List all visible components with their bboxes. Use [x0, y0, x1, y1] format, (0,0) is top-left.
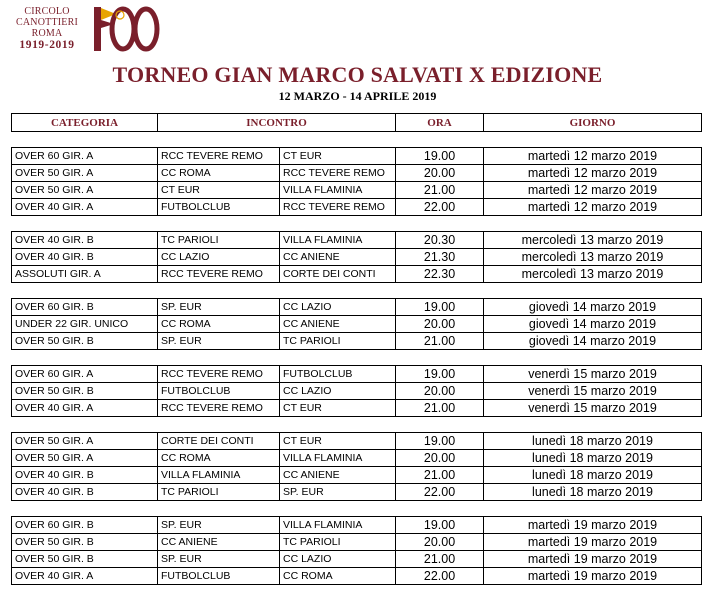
separator-cell: [280, 350, 396, 366]
match-row: [12, 366, 702, 383]
match-row: [12, 266, 702, 283]
date-cell: martedì 19 marzo 2019: [484, 534, 702, 551]
separator-cell: [158, 350, 280, 366]
time-cell: 20.00: [396, 450, 484, 467]
separator-cell: [280, 417, 396, 433]
away-team-cell: CC ROMA: [280, 568, 396, 585]
away-team-cell: FUTBOLCLUB: [280, 366, 396, 383]
separator-cell: [396, 501, 484, 517]
away-team-cell: VILLA FLAMINIA: [280, 517, 396, 534]
time-cell: 19.00: [396, 517, 484, 534]
away-team-cell: RCC TEVERE REMO: [280, 165, 396, 182]
time-cell: 21.00: [396, 182, 484, 199]
category-cell: OVER 40 GIR. B: [12, 467, 158, 484]
separator-cell: [158, 132, 280, 148]
away-team-cell: RCC TEVERE REMO: [280, 199, 396, 216]
time-cell: 19.00: [396, 433, 484, 450]
match-row: [12, 484, 702, 501]
club-name: [4, 6, 90, 51]
home-team-cell: SP. EUR: [158, 299, 280, 316]
away-team-cell: CC LAZIO: [280, 299, 396, 316]
date-cell: martedì 12 marzo 2019: [484, 182, 702, 199]
day-separator-row: [12, 350, 702, 366]
match-row: [12, 467, 702, 484]
category-cell: OVER 50 GIR. B: [12, 383, 158, 400]
time-cell: 19.00: [396, 299, 484, 316]
match-row: [12, 450, 702, 467]
match-row: [12, 199, 702, 216]
separator-cell: [280, 132, 396, 148]
match-row: [12, 551, 702, 568]
separator-cell: [12, 216, 158, 232]
away-team-cell: CC LAZIO: [280, 383, 396, 400]
time-cell: 20.00: [396, 534, 484, 551]
home-team-cell: CC ANIENE: [158, 534, 280, 551]
category-cell: ASSOLUTI GIR. A: [12, 266, 158, 283]
match-row: [12, 433, 702, 450]
time-cell: 22.00: [396, 199, 484, 216]
separator-cell: [158, 501, 280, 517]
home-team-cell: CC ROMA: [158, 165, 280, 182]
date-cell: lunedì 18 marzo 2019: [484, 484, 702, 501]
separator-cell: [12, 283, 158, 299]
header-ora: ORA: [396, 114, 484, 132]
separator-cell: [396, 283, 484, 299]
date-cell: lunedì 18 marzo 2019: [484, 467, 702, 484]
separator-cell: [396, 132, 484, 148]
separator-cell: [158, 283, 280, 299]
date-cell: lunedì 18 marzo 2019: [484, 433, 702, 450]
separator-cell: [12, 132, 158, 148]
club-logo: [4, 4, 164, 54]
away-team-cell: CT EUR: [280, 148, 396, 165]
date-cell: martedì 19 marzo 2019: [484, 517, 702, 534]
home-team-cell: CC LAZIO: [158, 249, 280, 266]
home-team-cell: SP. EUR: [158, 333, 280, 350]
away-team-cell: VILLA FLAMINIA: [280, 182, 396, 199]
time-cell: 21.00: [396, 333, 484, 350]
match-row: [12, 333, 702, 350]
away-team-cell: TC PARIOLI: [280, 534, 396, 551]
time-cell: 21.30: [396, 249, 484, 266]
day-separator-row: [12, 283, 702, 299]
separator-cell: [396, 350, 484, 366]
category-cell: OVER 40 GIR. B: [12, 232, 158, 249]
home-team-cell: CT EUR: [158, 182, 280, 199]
home-team-cell: RCC TEVERE REMO: [158, 266, 280, 283]
home-team-cell: CORTE DEI CONTI: [158, 433, 280, 450]
header-giorno: GIORNO: [484, 114, 702, 132]
date-cell: giovedì 14 marzo 2019: [484, 316, 702, 333]
match-row: [12, 534, 702, 551]
home-team-cell: RCC TEVERE REMO: [158, 400, 280, 417]
away-team-cell: CT EUR: [280, 433, 396, 450]
date-cell: mercoledì 13 marzo 2019: [484, 232, 702, 249]
separator-cell: [12, 501, 158, 517]
time-cell: 20.00: [396, 383, 484, 400]
category-cell: OVER 50 GIR. A: [12, 433, 158, 450]
schedule-table: [11, 113, 702, 585]
home-team-cell: TC PARIOLI: [158, 484, 280, 501]
date-cell: lunedì 18 marzo 2019: [484, 450, 702, 467]
match-row: [12, 148, 702, 165]
date-cell: venerdì 15 marzo 2019: [484, 366, 702, 383]
home-team-cell: SP. EUR: [158, 517, 280, 534]
home-team-cell: FUTBOLCLUB: [158, 568, 280, 585]
away-team-cell: CC ANIENE: [280, 249, 396, 266]
page-subtitle: 12 MARZO - 14 APRILE 2019: [278, 89, 437, 103]
separator-cell: [158, 417, 280, 433]
category-cell: OVER 60 GIR. B: [12, 299, 158, 316]
away-team-cell: CORTE DEI CONTI: [280, 266, 396, 283]
separator-cell: [280, 283, 396, 299]
club-name-line: CANOTTIERI: [16, 17, 78, 28]
match-row: [12, 383, 702, 400]
date-cell: venerdì 15 marzo 2019: [484, 400, 702, 417]
day-separator-row: [12, 216, 702, 232]
day-separator-row: [12, 132, 702, 148]
date-cell: martedì 19 marzo 2019: [484, 551, 702, 568]
separator-cell: [158, 216, 280, 232]
category-cell: OVER 60 GIR. B: [12, 517, 158, 534]
away-team-cell: CC ANIENE: [280, 467, 396, 484]
home-team-cell: VILLA FLAMINIA: [158, 467, 280, 484]
separator-cell: [396, 417, 484, 433]
category-cell: OVER 50 GIR. A: [12, 182, 158, 199]
separator-cell: [12, 350, 158, 366]
header-categoria: CATEGORIA: [12, 114, 158, 132]
time-cell: 20.30: [396, 232, 484, 249]
time-cell: 22.00: [396, 568, 484, 585]
day-separator-row: [12, 417, 702, 433]
match-row: [12, 249, 702, 266]
separator-cell: [484, 417, 702, 433]
separator-cell: [484, 501, 702, 517]
separator-cell: [484, 216, 702, 232]
match-row: [12, 568, 702, 585]
category-cell: OVER 50 GIR. B: [12, 551, 158, 568]
separator-cell: [396, 216, 484, 232]
date-cell: venerdì 15 marzo 2019: [484, 383, 702, 400]
away-team-cell: CC LAZIO: [280, 551, 396, 568]
category-cell: OVER 50 GIR. A: [12, 165, 158, 182]
category-cell: OVER 40 GIR. A: [12, 568, 158, 585]
away-team-cell: CC ANIENE: [280, 316, 396, 333]
category-cell: OVER 50 GIR. A: [12, 450, 158, 467]
home-team-cell: FUTBOLCLUB: [158, 199, 280, 216]
away-team-cell: VILLA FLAMINIA: [280, 232, 396, 249]
category-cell: OVER 40 GIR. B: [12, 484, 158, 501]
date-cell: martedì 12 marzo 2019: [484, 199, 702, 216]
category-cell: OVER 50 GIR. B: [12, 333, 158, 350]
centenary-mark-icon: [90, 4, 160, 54]
day-separator-row: [12, 501, 702, 517]
page-title: TORNEO GIAN MARCO SALVATI X EDIZIONE: [112, 62, 603, 87]
home-team-cell: SP. EUR: [158, 551, 280, 568]
header-incontro: INCONTRO: [158, 114, 396, 132]
away-team-cell: SP. EUR: [280, 484, 396, 501]
separator-cell: [484, 283, 702, 299]
home-team-cell: CC ROMA: [158, 316, 280, 333]
match-row: [12, 299, 702, 316]
schedule-body: [12, 132, 702, 585]
category-cell: OVER 40 GIR. B: [12, 249, 158, 266]
date-cell: martedì 12 marzo 2019: [484, 148, 702, 165]
category-cell: OVER 60 GIR. A: [12, 148, 158, 165]
separator-cell: [484, 350, 702, 366]
time-cell: 21.00: [396, 551, 484, 568]
category-cell: OVER 40 GIR. A: [12, 400, 158, 417]
date-cell: giovedì 14 marzo 2019: [484, 333, 702, 350]
category-cell: OVER 50 GIR. B: [12, 534, 158, 551]
home-team-cell: RCC TEVERE REMO: [158, 366, 280, 383]
club-name-line: CIRCOLO: [24, 6, 70, 17]
time-cell: 20.00: [396, 165, 484, 182]
date-cell: giovedì 14 marzo 2019: [484, 299, 702, 316]
home-team-cell: CC ROMA: [158, 450, 280, 467]
match-row: [12, 182, 702, 199]
category-cell: OVER 60 GIR. A: [12, 366, 158, 383]
separator-cell: [484, 132, 702, 148]
match-row: [12, 517, 702, 534]
club-name-line: ROMA: [31, 28, 63, 39]
time-cell: 19.00: [396, 366, 484, 383]
date-cell: mercoledì 13 marzo 2019: [484, 249, 702, 266]
match-row: [12, 232, 702, 249]
club-years: 1919-2019: [19, 39, 75, 51]
time-cell: 22.30: [396, 266, 484, 283]
home-team-cell: TC PARIOLI: [158, 232, 280, 249]
match-row: [12, 316, 702, 333]
header-row: [12, 114, 702, 132]
date-cell: martedì 12 marzo 2019: [484, 165, 702, 182]
home-team-cell: RCC TEVERE REMO: [158, 148, 280, 165]
category-cell: OVER 40 GIR. A: [12, 199, 158, 216]
date-cell: mercoledì 13 marzo 2019: [484, 266, 702, 283]
separator-cell: [280, 216, 396, 232]
category-cell: UNDER 22 GIR. UNICO: [12, 316, 158, 333]
away-team-cell: TC PARIOLI: [280, 333, 396, 350]
time-cell: 21.00: [396, 400, 484, 417]
time-cell: 22.00: [396, 484, 484, 501]
date-cell: martedì 19 marzo 2019: [484, 568, 702, 585]
match-row: [12, 165, 702, 182]
away-team-cell: CT EUR: [280, 400, 396, 417]
time-cell: 21.00: [396, 467, 484, 484]
time-cell: 20.00: [396, 316, 484, 333]
time-cell: 19.00: [396, 148, 484, 165]
away-team-cell: VILLA FLAMINIA: [280, 450, 396, 467]
separator-cell: [280, 501, 396, 517]
home-team-cell: FUTBOLCLUB: [158, 383, 280, 400]
separator-cell: [12, 417, 158, 433]
match-row: [12, 400, 702, 417]
